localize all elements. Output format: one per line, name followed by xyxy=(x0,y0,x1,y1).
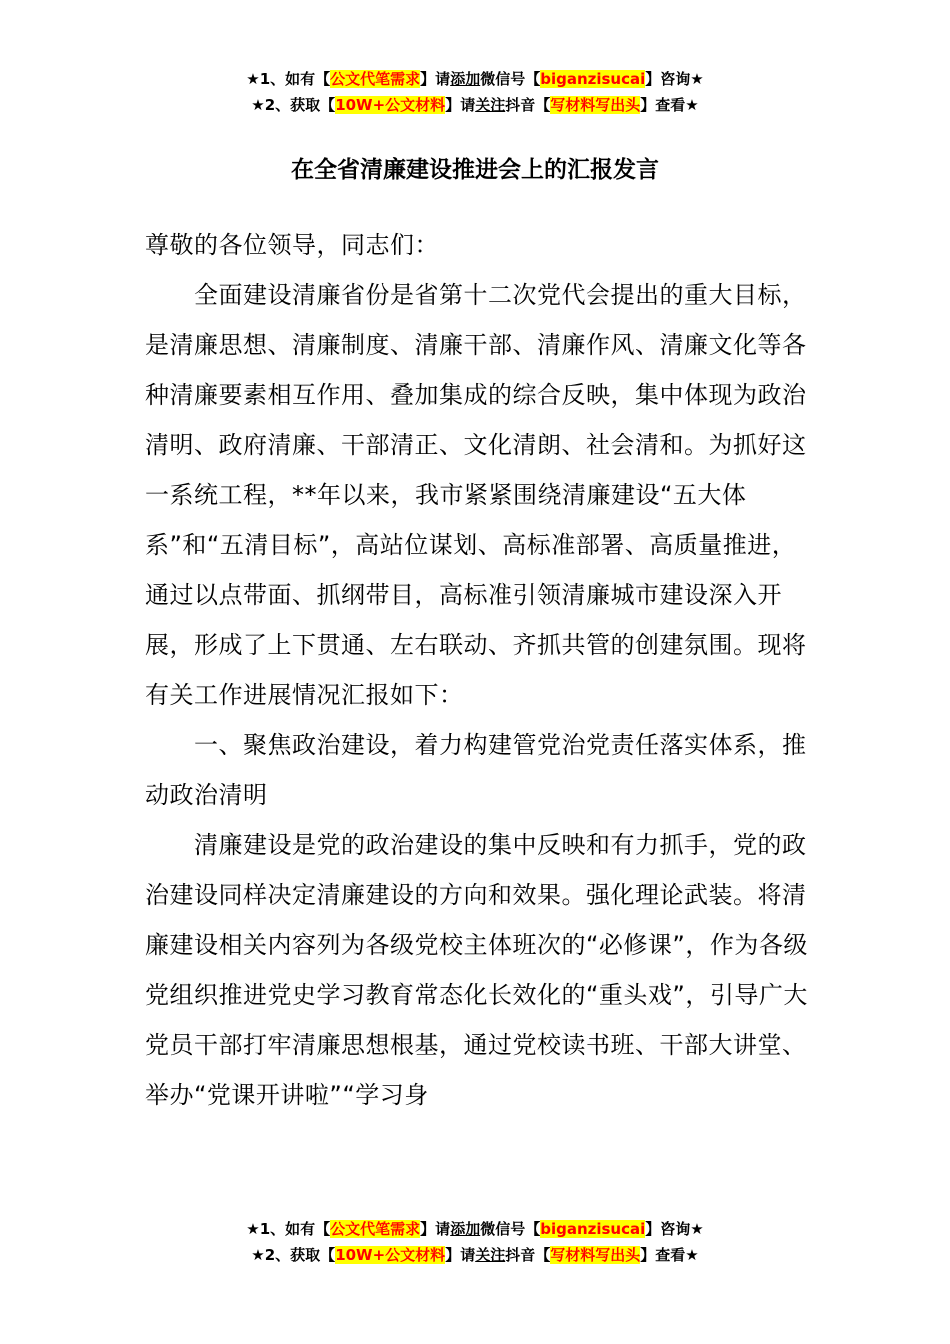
footer-line-1-suffix: 】咨询★ xyxy=(645,1220,704,1238)
banner-line-1-suffix: 】咨询★ xyxy=(645,70,704,88)
footer-line-1-underline: 添加 xyxy=(450,1220,481,1238)
footer-line-2-mid-1: 】请 xyxy=(445,1246,476,1264)
footer-banner xyxy=(0,1216,950,1268)
banner-line-1 xyxy=(0,66,950,92)
document-body xyxy=(145,220,815,1120)
footer-line-2-underline: 关注 xyxy=(475,1246,506,1264)
banner-line-2-prefix: ★2、获取【 xyxy=(251,96,336,114)
banner-line-2 xyxy=(0,92,950,118)
footer-line-2-highlight-1: 10W+公文材料 xyxy=(335,1246,446,1264)
banner-line-2-underline: 关注 xyxy=(475,96,506,114)
banner-line-1-highlight-1: 公文代笔需求 xyxy=(330,70,421,88)
footer-line-1 xyxy=(0,1216,950,1242)
banner-line-1-highlight-2: biganzisucai xyxy=(540,70,646,88)
banner-line-1-underline: 添加 xyxy=(450,70,481,88)
header-banner xyxy=(0,66,950,118)
footer-line-1-highlight-2: biganzisucai xyxy=(540,1220,646,1238)
footer-line-1-prefix: ★1、如有【 xyxy=(246,1220,331,1238)
banner-line-2-highlight-2: 写材料写出头 xyxy=(550,96,641,114)
footer-line-1-mid-1: 】请 xyxy=(420,1220,451,1238)
banner-line-1-mid-1: 】请 xyxy=(420,70,451,88)
footer-line-2 xyxy=(0,1242,950,1268)
footer-line-2-suffix: 】查看★ xyxy=(640,1246,699,1264)
footer-line-2-mid-2: 抖音【 xyxy=(505,1246,551,1264)
banner-line-2-mid-1: 】请 xyxy=(445,96,476,114)
footer-line-1-mid-2: 微信号【 xyxy=(480,1220,541,1238)
section-heading-1: 一、聚焦政治建设，着力构建管党治党责任落实体系，推动政治清明 xyxy=(145,731,807,809)
footer-line-2-highlight-2: 写材料写出头 xyxy=(550,1246,641,1264)
banner-line-1-prefix: ★1、如有【 xyxy=(246,70,331,88)
footer-line-1-highlight-1: 公文代笔需求 xyxy=(330,1220,421,1238)
banner-line-2-highlight-1: 10W+公文材料 xyxy=(335,96,446,114)
banner-line-1-mid-2: 微信号【 xyxy=(480,70,541,88)
banner-line-2-suffix: 】查看★ xyxy=(640,96,699,114)
document-title: 在全省清廉建设推进会上的汇报发言 xyxy=(291,157,659,183)
banner-line-2-mid-2: 抖音【 xyxy=(505,96,551,114)
footer-line-2-prefix: ★2、获取【 xyxy=(251,1246,336,1264)
salutation: 尊敬的各位领导，同志们： xyxy=(145,231,439,259)
paragraph-intro: 全面建设清廉省份是省第十二次党代会提出的重大目标，是清廉思想、清廉制度、清廉干部、清廉作风、清廉文化等各种清廉要素相互作用、叠加集成的综合反映，集中体现为政治清明、政府清廉、干部清正、文化清朗、社会清和。为抓好这一系统工程，**年以来，我市紧紧围绕清廉建设“五大体系”和“五清目标”，高站位谋划、高标准部署、高质量推进，通过以点带面、抓纲带目，高标准引领清廉城市建设深入开展，形成了上下贯通、左右联动、齐抓共管的创建氛围。现将有关工作进展情况汇报如下： xyxy=(145,281,807,709)
paragraph-section-1: 清廉建设是党的政治建设的集中反映和有力抓手，党的政治建设同样决定清廉建设的方向和效果。强化理论武装。将清廉建设相关内容列为各级党校主体班次的“必修课”，作为各级党组织推进党史学习教育常态化长效化的“重头戏”，引导广大党员干部打牢清廉思想根基，通过党校读书班、干部大讲堂、举办“党课开讲啦”“学习身 xyxy=(145,831,808,1109)
